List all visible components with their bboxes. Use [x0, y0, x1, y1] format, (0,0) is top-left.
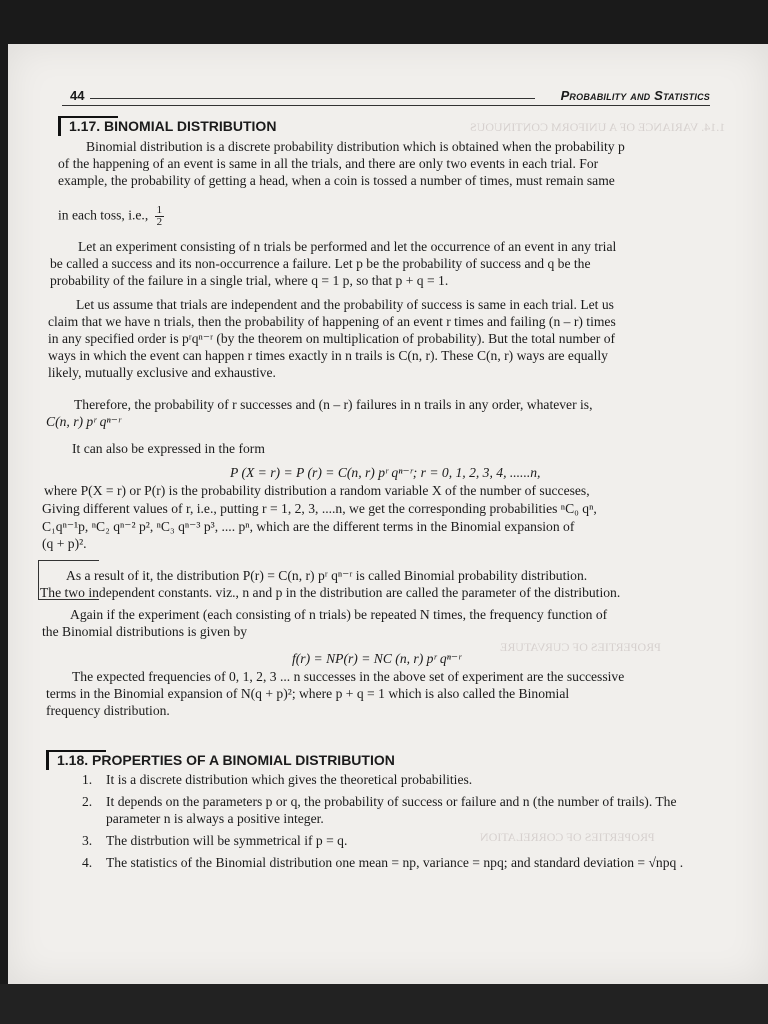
- paragraph-line: the Binomial distributions is given by: [42, 624, 248, 639]
- paragraph-line: Therefore, the probability of r successes and (n – r) failures in n trails in any order, whatever is,: [74, 397, 593, 412]
- paragraph-line: (q + p)².: [42, 536, 87, 551]
- header-underline: [62, 105, 710, 106]
- list-item: [82, 854, 712, 871]
- equation-frequency: f(r) = NP(r) = NC (n, r) pʳ qⁿ⁻ʳ: [292, 651, 462, 666]
- paragraph-line: likely, mutually exclusive and exhaustive.: [48, 365, 276, 380]
- page-header: [62, 88, 710, 106]
- section-heading-1-17: 1.17. BINOMIAL DISTRIBUTION: [58, 116, 276, 136]
- list-number: 2.: [82, 794, 93, 809]
- list-number: 3.: [82, 833, 93, 848]
- paragraph-line: where P(X = r) or P(r) is the probability distribution a random variable X of the number of succeses,: [44, 483, 590, 498]
- paragraph-line: Binomial distribution is a discrete probability distribution which is obtained when the probability p: [86, 139, 625, 154]
- list-item: [82, 793, 712, 827]
- paragraph-line: The two independent constants. viz., n and p in the distribution are called the parameter of the distribution.: [40, 585, 621, 600]
- paragraph-line: ways in which the event can happen r times exactly in n trails is C(n, r). These C(n, r) ways are equally: [48, 348, 608, 363]
- paragraph-line: example, the probability of getting a head, when a coin is tossed a number of times, must remain same: [58, 173, 615, 188]
- paragraph-line: Again if the experiment (each consisting of n trials) be repeated N times, the frequency function of: [70, 607, 608, 622]
- list-text: The distrbution will be symmetrical if p = q.: [106, 833, 348, 848]
- list-item: [82, 771, 712, 788]
- paragraph-line: in any specified order is pʳqⁿ⁻ʳ (by the theorem on multiplication of probability). But the total number of: [48, 331, 616, 346]
- list-number: 1.: [82, 772, 93, 787]
- fraction: [155, 205, 165, 228]
- equation-binomial: P (X = r) = P (r) = C(n, r) pʳ qⁿ⁻ʳ; r = 0, 1, 2, 3, 4, ......n,: [230, 465, 541, 480]
- paragraph-line: It can also be expressed in the form: [72, 441, 265, 456]
- bleed-through-text: PROPERTIES OF CORRELATION: [480, 830, 655, 844]
- list-text: The statistics of the Binomial distribution one mean = np, variance = npq; and standard deviation = √npq .: [106, 855, 684, 870]
- fraction-denominator: 2: [156, 216, 163, 228]
- paragraph-line: C₁qⁿ⁻¹p, ⁿC₂ qⁿ⁻² p², ⁿC₃ qⁿ⁻³ p³, .... pⁿ, which are the different terms in the Binomial expansion of: [42, 519, 575, 534]
- paragraph-line: of the happening of an event is same in all the trials, and there are only two events in each trial. For: [58, 156, 599, 171]
- paragraph-line: Let an experiment consisting of n trials be performed and let the occurrence of an event in any trial: [78, 239, 617, 254]
- list-text: It depends on the parameters p or q, the probability of success or failure and n (the number of trails). The parameter n is always a positive integer.: [106, 794, 677, 826]
- paragraph-line: Giving different values of r, i.e., putting r = 1, 2, 3, ....n, we get the corresponding probabilities ⁿC₀ qⁿ,: [42, 501, 597, 516]
- paragraph-line: Let us assume that trials are independent and the probability of success is same in each trial. Let us: [76, 297, 614, 312]
- paragraph-line: C(n, r) pʳ qⁿ⁻ʳ: [46, 414, 121, 429]
- page-number: 44: [70, 88, 85, 103]
- paragraph-text: in each toss, i.e.,: [58, 207, 149, 223]
- properties-list: [82, 771, 712, 876]
- list-text: It is a discrete distribution which gives the theoretical probabilities.: [106, 772, 473, 787]
- fraction-numerator: 1: [156, 204, 163, 216]
- paragraph-line: As a result of it, the distribution P(r) = C(n, r) pʳ qⁿ⁻ʳ is called Binomial probability distribution.: [66, 568, 588, 583]
- paragraph-line: be called a success and its non-occurrence a failure. Let p be the probability of success and q be the: [50, 256, 591, 271]
- header-rule: [90, 98, 535, 99]
- paragraph-line: [58, 205, 167, 228]
- paragraph-line: frequency distribution.: [46, 703, 170, 718]
- running-title: Probability and Statistics: [560, 88, 710, 103]
- background-surface: [0, 984, 768, 1024]
- bleed-through-text: PROPERTIES OF CURVATURE: [500, 640, 661, 654]
- paragraph-line: probability of the failure in a single trial, where q = 1 p, so that p + q = 1.: [50, 273, 449, 288]
- paragraph-line: claim that we have n trials, then the probability of happening of an event r times and failing (n – r) times: [48, 314, 616, 329]
- paragraph-line: terms in the Binomial expansion of N(q + p)²; where p + q = 1 which is also called the Binomial: [46, 686, 570, 701]
- paragraph-line: The expected frequencies of 0, 1, 2, 3 ... n successes in the above set of experiment are the successive: [72, 669, 625, 684]
- list-item: [82, 832, 712, 849]
- bleed-through-text: 1.14. VARIANCE OF A UNIFORM CONTINUOUS: [470, 120, 726, 134]
- list-number: 4.: [82, 855, 93, 870]
- section-heading-1-18: 1.18. PROPERTIES OF A BINOMIAL DISTRIBUTION: [46, 750, 395, 770]
